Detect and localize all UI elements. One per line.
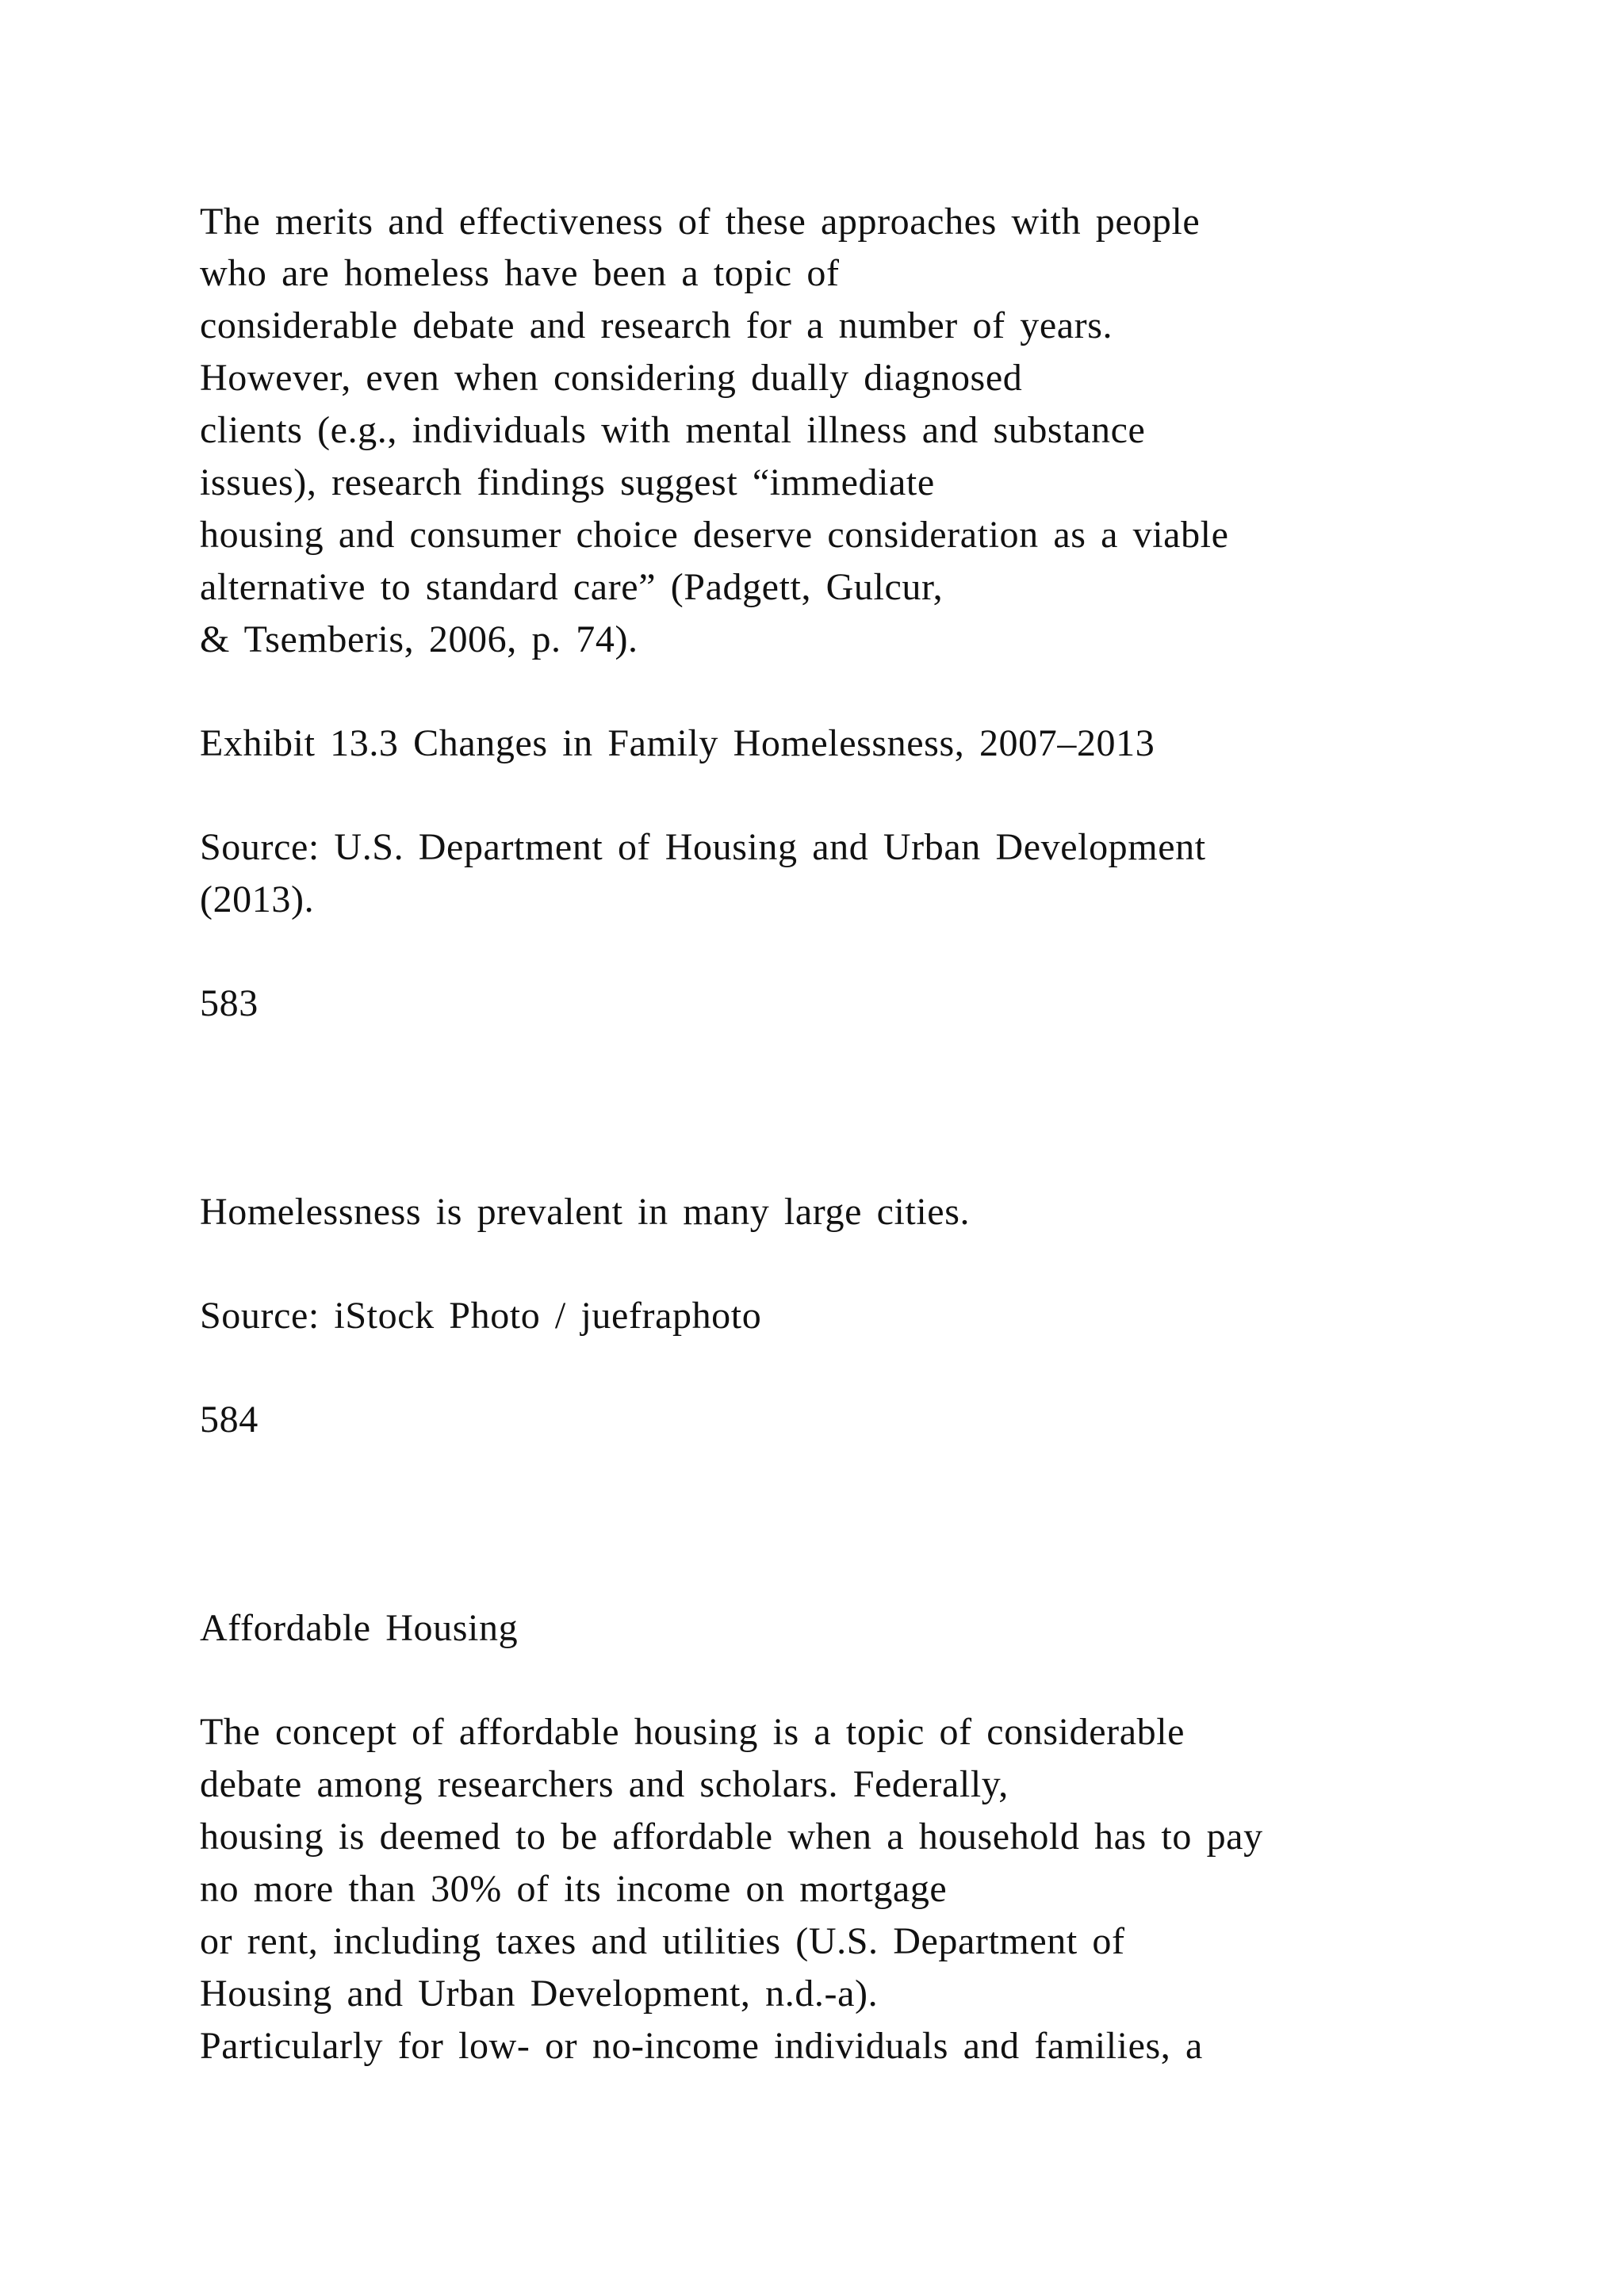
text-line: who are homeless have been a topic of [200,252,840,294]
text-line: Source: U.S. Department of Housing and Urban Development [200,826,1206,868]
text-line: The concept of affordable housing is a topic of considerable [200,1711,1185,1753]
text-line: Particularly for low- or no-income individuals and families, a [200,2025,1203,2067]
text-line: alternative to standard care” (Padgett, Gulcur, [200,566,944,608]
text-line: or rent, including taxes and utilities (U.S. Department of [200,1920,1125,1962]
text-line: issues), research findings suggest “immediate [200,461,935,503]
photo-caption: Homelessness is prevalent in many large cities. [200,1191,971,1233]
page-number: 583 [200,982,259,1024]
text-line: Housing and Urban Development, n.d.-a). [200,1973,879,2015]
text-line: The merits and effectiveness of these approaches with people [200,201,1201,243]
text-line: housing and consumer choice deserve consideration as a viable [200,514,1229,556]
text-line: no more than 30% of its income on mortgage [200,1868,948,1910]
exhibit-caption: Exhibit 13.3 Changes in Family Homelessness, 2007–2013 [200,722,1155,764]
text-line: clients (e.g., individuals with mental illness and substance [200,409,1146,451]
text-line: housing is deemed to be affordable when a household has to pay [200,1816,1263,1858]
text-line: considerable debate and research for a number of years. [200,304,1113,346]
text-line: (2013). [200,878,315,920]
text-line: debate among researchers and scholars. Federally, [200,1763,1009,1805]
text-line: However, even when considering dually diagnosed [200,357,1023,399]
text-line: & Tsemberis, 2006, p. 74). [200,618,638,660]
section-heading: Affordable Housing [200,1607,519,1649]
photo-source: Source: iStock Photo / juefraphoto [200,1295,762,1337]
page-number: 584 [200,1399,259,1441]
